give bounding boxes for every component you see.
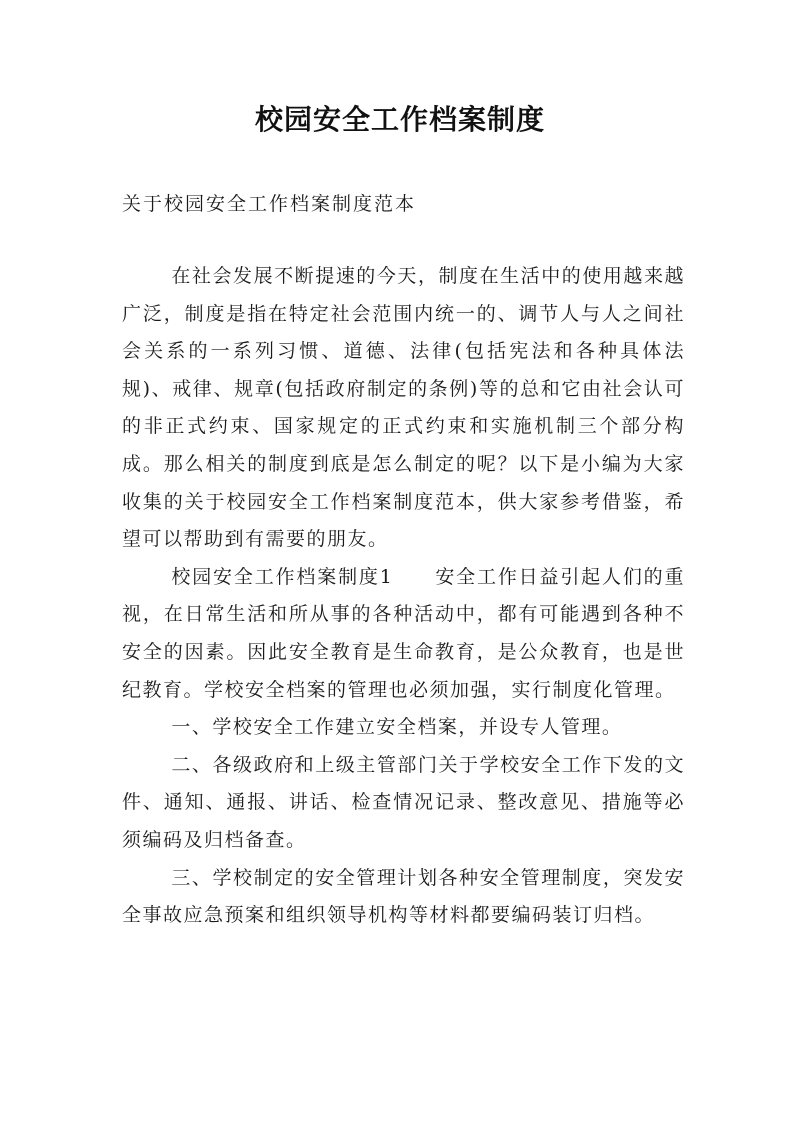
- rule-item-3: 三、学校制定的安全管理计划各种安全管理制度，突发安全事故应急预案和组织领导机构等材料都要编码装订归档。: [122, 866, 685, 927]
- section-1-paragraph: 校园安全工作档案制度1 安全工作日益引起人们的重视，在日常生活和所从事的各种活动中，都有可能遇到各种不安全的因素。因此安全教育是生命教育，是公众教育，也是世纪教育。学校安全档案的管理也必须加强，实行制度化管理。: [122, 565, 685, 701]
- intro-paragraph: 在社会发展不断提速的今天，制度在生活中的使用越来越广泛，制度是指在特定社会范围内统一的、调节人与人之间社会关系的一系列习惯、道德、法律(包括宪法和各种具体法规)、戒律、规章(包括政府制定的条例)等的总和它由社会认可的非正式约束、国家规定的正式约束和实施机制三个部分构成。那么相关的制度到底是怎么制定的呢？以下是小编为大家收集的关于校园安全工作档案制度范本，供大家参考借鉴，希望可以帮助到有需要的朋友。: [122, 265, 685, 551]
- document-subtitle: 关于校园安全工作档案制度范本: [122, 193, 417, 215]
- document-body: [122, 258, 685, 935]
- rule-item-1: 一、学校安全工作建立安全档案，并设专人管理。: [171, 716, 623, 739]
- rule-item-2: 二、各级政府和上级主管部门关于学校安全工作下发的文件、通知、通报、讲话、检查情况记录、整改意见、措施等必须编码及归档备查。: [122, 753, 685, 851]
- document-title: 校园安全工作档案制度: [254, 103, 545, 136]
